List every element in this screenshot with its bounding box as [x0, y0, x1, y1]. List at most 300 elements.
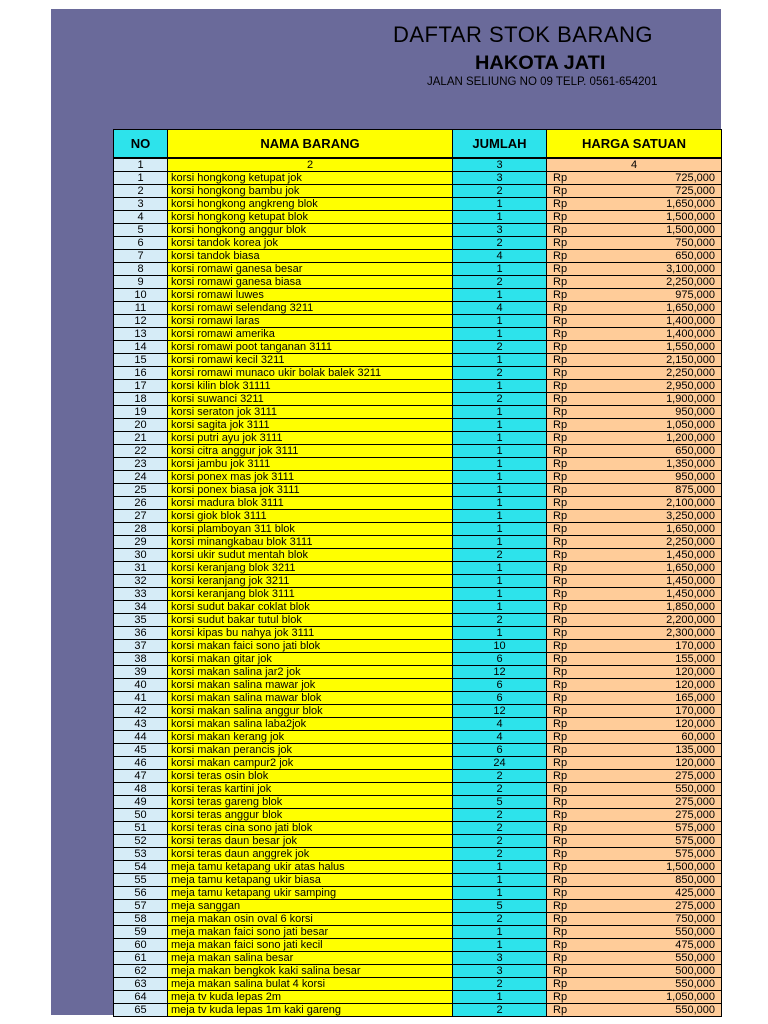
row-nama-barang: meja tv kuda lepas 1m kaki gareng [168, 1004, 453, 1017]
row-currency: Rp [547, 640, 592, 653]
row-jumlah: 6 [453, 692, 547, 705]
row-no: 1 [114, 172, 168, 185]
table-row [114, 731, 722, 744]
row-nama-barang: korsi makan perancis jok [168, 744, 453, 757]
row-harga: 155,000 [592, 653, 722, 666]
row-currency: Rp [547, 913, 592, 926]
table-row [114, 237, 722, 250]
row-no: 45 [114, 744, 168, 757]
row-nama-barang: korsi plamboyan 311 blok [168, 523, 453, 536]
row-nama-barang: korsi romawi laras [168, 315, 453, 328]
row-jumlah: 2 [453, 770, 547, 783]
row-harga: 2,100,000 [592, 497, 722, 510]
row-currency: Rp [547, 627, 592, 640]
row-jumlah: 1 [453, 536, 547, 549]
table-row [114, 419, 722, 432]
row-nama-barang: meja makan osin oval 6 korsi [168, 913, 453, 926]
row-no: 24 [114, 471, 168, 484]
table-row [114, 211, 722, 224]
row-nama-barang: meja tamu ketapang ukir atas halus [168, 861, 453, 874]
row-harga: 2,300,000 [592, 627, 722, 640]
row-nama-barang: korsi jambu jok 3111 [168, 458, 453, 471]
row-harga: 170,000 [592, 640, 722, 653]
row-harga: 60,000 [592, 731, 722, 744]
row-nama-barang: korsi teras daun anggrek jok [168, 848, 453, 861]
row-no: 48 [114, 783, 168, 796]
row-harga: 550,000 [592, 783, 722, 796]
table-row [114, 198, 722, 211]
row-no: 17 [114, 380, 168, 393]
row-harga: 550,000 [592, 1004, 722, 1017]
row-harga: 1,050,000 [592, 991, 722, 1004]
row-harga: 1,500,000 [592, 224, 722, 237]
row-currency: Rp [547, 822, 592, 835]
row-jumlah: 1 [453, 432, 547, 445]
table-row [114, 991, 722, 1004]
row-jumlah: 1 [453, 263, 547, 276]
row-harga: 1,500,000 [592, 861, 722, 874]
row-no: 29 [114, 536, 168, 549]
row-nama-barang: korsi tandok biasa [168, 250, 453, 263]
row-harga: 1,850,000 [592, 601, 722, 614]
row-nama-barang: korsi keranjang blok 3111 [168, 588, 453, 601]
row-no: 47 [114, 770, 168, 783]
row-currency: Rp [547, 562, 592, 575]
row-no: 59 [114, 926, 168, 939]
row-currency: Rp [547, 679, 592, 692]
row-harga: 1,450,000 [592, 575, 722, 588]
row-nama-barang: korsi makan campur2 jok [168, 757, 453, 770]
row-jumlah: 1 [453, 588, 547, 601]
row-currency: Rp [547, 588, 592, 601]
row-jumlah: 4 [453, 250, 547, 263]
row-jumlah: 24 [453, 757, 547, 770]
table-row [114, 484, 722, 497]
row-nama-barang: meja makan faici sono jati kecil [168, 939, 453, 952]
row-jumlah: 4 [453, 302, 547, 315]
row-currency: Rp [547, 328, 592, 341]
row-jumlah: 4 [453, 731, 547, 744]
row-currency: Rp [547, 575, 592, 588]
row-no: 39 [114, 666, 168, 679]
table-row [114, 432, 722, 445]
row-nama-barang: korsi makan salina anggur blok [168, 705, 453, 718]
table-row [114, 289, 722, 302]
table-row [114, 835, 722, 848]
table-row [114, 874, 722, 887]
row-currency: Rp [547, 666, 592, 679]
row-harga: 120,000 [592, 679, 722, 692]
row-no: 25 [114, 484, 168, 497]
row-nama-barang: meja makan bengkok kaki salina besar [168, 965, 453, 978]
row-harga: 1,200,000 [592, 432, 722, 445]
table-row [114, 783, 722, 796]
row-jumlah: 6 [453, 744, 547, 757]
row-no: 46 [114, 757, 168, 770]
row-harga: 750,000 [592, 237, 722, 250]
row-nama-barang: korsi romawi ganesa biasa [168, 276, 453, 289]
row-harga: 165,000 [592, 692, 722, 705]
row-no: 26 [114, 497, 168, 510]
row-currency: Rp [547, 484, 592, 497]
row-no: 12 [114, 315, 168, 328]
row-harga: 575,000 [592, 822, 722, 835]
row-no: 64 [114, 991, 168, 1004]
row-harga: 475,000 [592, 939, 722, 952]
row-currency: Rp [547, 263, 592, 276]
row-jumlah: 1 [453, 510, 547, 523]
row-jumlah: 1 [453, 419, 547, 432]
table-row [114, 315, 722, 328]
row-jumlah: 1 [453, 328, 547, 341]
row-harga: 3,250,000 [592, 510, 722, 523]
row-currency: Rp [547, 341, 592, 354]
row-nama-barang: korsi hongkong ketupat jok [168, 172, 453, 185]
row-no: 49 [114, 796, 168, 809]
table-row [114, 952, 722, 965]
row-jumlah: 1 [453, 484, 547, 497]
row-jumlah: 3 [453, 172, 547, 185]
table-row [114, 276, 722, 289]
row-currency: Rp [547, 809, 592, 822]
row-no: 51 [114, 822, 168, 835]
row-jumlah: 1 [453, 458, 547, 471]
table-row [114, 471, 722, 484]
row-no: 55 [114, 874, 168, 887]
row-no: 61 [114, 952, 168, 965]
row-harga: 575,000 [592, 835, 722, 848]
row-harga: 975,000 [592, 289, 722, 302]
row-nama-barang: korsi makan kerang jok [168, 731, 453, 744]
row-harga: 275,000 [592, 809, 722, 822]
table-row [114, 653, 722, 666]
row-currency: Rp [547, 796, 592, 809]
row-nama-barang: meja sanggan [168, 900, 453, 913]
table-row [114, 575, 722, 588]
table-row [114, 705, 722, 718]
table-row [114, 549, 722, 562]
row-no: 60 [114, 939, 168, 952]
row-no: 19 [114, 406, 168, 419]
table-row [114, 913, 722, 926]
row-no: 50 [114, 809, 168, 822]
table-row [114, 458, 722, 471]
row-nama-barang: korsi hongkong angkreng blok [168, 198, 453, 211]
row-nama-barang: korsi romawi kecil 3211 [168, 354, 453, 367]
row-no: 23 [114, 458, 168, 471]
table-row [114, 185, 722, 198]
row-currency: Rp [547, 536, 592, 549]
row-currency: Rp [547, 861, 592, 874]
table-row [114, 380, 722, 393]
row-nama-barang: korsi romawi munaco ukir bolak balek 3211 [168, 367, 453, 380]
row-jumlah: 5 [453, 900, 547, 913]
row-harga: 2,950,000 [592, 380, 722, 393]
row-jumlah: 3 [453, 952, 547, 965]
row-currency: Rp [547, 458, 592, 471]
index-cell: 3 [453, 159, 547, 172]
row-currency: Rp [547, 835, 592, 848]
row-currency: Rp [547, 731, 592, 744]
table-row [114, 640, 722, 653]
table-row [114, 627, 722, 640]
row-currency: Rp [547, 549, 592, 562]
row-currency: Rp [547, 276, 592, 289]
row-nama-barang: meja makan faici sono jati besar [168, 926, 453, 939]
row-harga: 575,000 [592, 848, 722, 861]
row-no: 44 [114, 731, 168, 744]
row-currency: Rp [547, 224, 592, 237]
row-jumlah: 1 [453, 406, 547, 419]
row-harga: 1,650,000 [592, 562, 722, 575]
row-jumlah: 3 [453, 224, 547, 237]
row-no: 33 [114, 588, 168, 601]
row-no: 38 [114, 653, 168, 666]
row-currency: Rp [547, 354, 592, 367]
row-no: 40 [114, 679, 168, 692]
row-jumlah: 2 [453, 614, 547, 627]
row-nama-barang: meja makan salina besar [168, 952, 453, 965]
row-currency: Rp [547, 744, 592, 757]
row-nama-barang: korsi ukir sudut mentah blok [168, 549, 453, 562]
row-nama-barang: korsi hongkong bambu jok [168, 185, 453, 198]
column-index-row [114, 159, 722, 172]
row-jumlah: 1 [453, 601, 547, 614]
row-jumlah: 1 [453, 380, 547, 393]
row-currency: Rp [547, 471, 592, 484]
row-currency: Rp [547, 939, 592, 952]
row-jumlah: 6 [453, 653, 547, 666]
row-jumlah: 6 [453, 679, 547, 692]
table-row [114, 302, 722, 315]
row-no: 58 [114, 913, 168, 926]
row-currency: Rp [547, 250, 592, 263]
row-no: 6 [114, 237, 168, 250]
index-cell: 1 [114, 159, 168, 172]
row-harga: 3,100,000 [592, 263, 722, 276]
row-currency: Rp [547, 419, 592, 432]
stock-table [113, 158, 722, 1017]
table-row [114, 263, 722, 276]
table-row [114, 887, 722, 900]
table-row [114, 848, 722, 861]
row-harga: 650,000 [592, 250, 722, 263]
row-no: 54 [114, 861, 168, 874]
row-jumlah: 1 [453, 926, 547, 939]
row-nama-barang: korsi minangkabau blok 3111 [168, 536, 453, 549]
row-jumlah: 2 [453, 367, 547, 380]
row-no: 36 [114, 627, 168, 640]
table-row [114, 328, 722, 341]
row-no: 31 [114, 562, 168, 575]
row-harga: 750,000 [592, 913, 722, 926]
row-nama-barang: korsi makan salina laba2jok [168, 718, 453, 731]
row-nama-barang: korsi teras osin blok [168, 770, 453, 783]
row-jumlah: 10 [453, 640, 547, 653]
row-currency: Rp [547, 965, 592, 978]
row-jumlah: 1 [453, 874, 547, 887]
table-row [114, 744, 722, 757]
row-harga: 275,000 [592, 770, 722, 783]
table-row [114, 770, 722, 783]
row-no: 27 [114, 510, 168, 523]
row-currency: Rp [547, 445, 592, 458]
table-row [114, 224, 722, 237]
row-nama-barang: korsi romawi ganesa besar [168, 263, 453, 276]
row-nama-barang: korsi kipas bu nahya jok 3111 [168, 627, 453, 640]
row-currency: Rp [547, 510, 592, 523]
row-nama-barang: korsi putri ayu jok 3111 [168, 432, 453, 445]
row-harga: 550,000 [592, 926, 722, 939]
row-no: 63 [114, 978, 168, 991]
row-nama-barang: korsi suwanci 3211 [168, 393, 453, 406]
row-nama-barang: korsi makan salina mawar blok [168, 692, 453, 705]
row-no: 11 [114, 302, 168, 315]
table-row [114, 393, 722, 406]
row-no: 57 [114, 900, 168, 913]
row-no: 52 [114, 835, 168, 848]
row-currency: Rp [547, 848, 592, 861]
row-currency: Rp [547, 991, 592, 1004]
table-row [114, 497, 722, 510]
row-no: 34 [114, 601, 168, 614]
column-header-row [113, 129, 722, 158]
row-harga: 1,050,000 [592, 419, 722, 432]
row-no: 20 [114, 419, 168, 432]
row-nama-barang: korsi citra anggur jok 3111 [168, 445, 453, 458]
row-no: 4 [114, 211, 168, 224]
row-harga: 1,500,000 [592, 211, 722, 224]
row-nama-barang: korsi makan faici sono jati blok [168, 640, 453, 653]
row-currency: Rp [547, 1004, 592, 1017]
table-row [114, 523, 722, 536]
table-row [114, 757, 722, 770]
row-no: 5 [114, 224, 168, 237]
row-currency: Rp [547, 237, 592, 250]
row-no: 42 [114, 705, 168, 718]
table-row [114, 367, 722, 380]
table-row [114, 562, 722, 575]
row-no: 53 [114, 848, 168, 861]
row-harga: 425,000 [592, 887, 722, 900]
table-row [114, 406, 722, 419]
row-nama-barang: meja tamu ketapang ukir samping [168, 887, 453, 900]
row-currency: Rp [547, 887, 592, 900]
row-harga: 120,000 [592, 666, 722, 679]
table-row [114, 809, 722, 822]
header-nama-barang: NAMA BARANG [168, 130, 453, 158]
row-jumlah: 2 [453, 913, 547, 926]
row-no: 21 [114, 432, 168, 445]
table-row [114, 250, 722, 263]
row-jumlah: 1 [453, 887, 547, 900]
row-currency: Rp [547, 198, 592, 211]
row-jumlah: 2 [453, 1004, 547, 1017]
row-currency: Rp [547, 874, 592, 887]
row-harga: 1,400,000 [592, 328, 722, 341]
row-nama-barang: korsi kilin blok 31111 [168, 380, 453, 393]
row-currency: Rp [547, 289, 592, 302]
row-nama-barang: korsi tandok korea jok [168, 237, 453, 250]
row-nama-barang: korsi giok blok 3111 [168, 510, 453, 523]
company-address: JALAN SELIUNG NO 09 TELP. 0561-654201 [427, 76, 658, 88]
table-row [114, 978, 722, 991]
row-currency: Rp [547, 783, 592, 796]
row-harga: 170,000 [592, 705, 722, 718]
row-nama-barang: korsi makan salina jar2 jok [168, 666, 453, 679]
row-currency: Rp [547, 380, 592, 393]
row-nama-barang: korsi hongkong anggur blok [168, 224, 453, 237]
row-nama-barang: korsi makan gitar jok [168, 653, 453, 666]
row-harga: 135,000 [592, 744, 722, 757]
row-currency: Rp [547, 523, 592, 536]
row-jumlah: 1 [453, 861, 547, 874]
row-jumlah: 1 [453, 211, 547, 224]
row-no: 10 [114, 289, 168, 302]
company-name: HAKOTA JATI [475, 53, 606, 74]
table-row [114, 926, 722, 939]
row-no: 65 [114, 1004, 168, 1017]
row-harga: 2,250,000 [592, 536, 722, 549]
table-row [114, 900, 722, 913]
row-jumlah: 1 [453, 198, 547, 211]
page-title: DAFTAR STOK BARANG [393, 22, 654, 47]
row-harga: 1,650,000 [592, 523, 722, 536]
row-nama-barang: korsi romawi amerika [168, 328, 453, 341]
row-nama-barang: korsi sudut bakar coklat blok [168, 601, 453, 614]
row-harga: 2,150,000 [592, 354, 722, 367]
row-harga: 1,450,000 [592, 588, 722, 601]
row-currency: Rp [547, 172, 592, 185]
row-jumlah: 2 [453, 848, 547, 861]
table-row [114, 822, 722, 835]
row-jumlah: 1 [453, 445, 547, 458]
table-row [114, 601, 722, 614]
row-harga: 650,000 [592, 445, 722, 458]
table-row [114, 510, 722, 523]
row-no: 3 [114, 198, 168, 211]
row-nama-barang: meja tv kuda lepas 2m [168, 991, 453, 1004]
row-jumlah: 2 [453, 835, 547, 848]
row-no: 8 [114, 263, 168, 276]
row-jumlah: 1 [453, 939, 547, 952]
row-harga: 2,200,000 [592, 614, 722, 627]
row-no: 22 [114, 445, 168, 458]
row-nama-barang: korsi romawi selendang 3211 [168, 302, 453, 315]
row-currency: Rp [547, 770, 592, 783]
row-jumlah: 5 [453, 796, 547, 809]
row-currency: Rp [547, 718, 592, 731]
row-harga: 120,000 [592, 718, 722, 731]
row-nama-barang: korsi romawi luwes [168, 289, 453, 302]
row-currency: Rp [547, 406, 592, 419]
row-currency: Rp [547, 978, 592, 991]
row-currency: Rp [547, 211, 592, 224]
row-jumlah: 2 [453, 276, 547, 289]
row-currency: Rp [547, 653, 592, 666]
row-nama-barang: meja makan salina bulat 4 korsi [168, 978, 453, 991]
table-row [114, 172, 722, 185]
row-jumlah: 1 [453, 991, 547, 1004]
row-jumlah: 2 [453, 978, 547, 991]
row-no: 62 [114, 965, 168, 978]
row-nama-barang: korsi romawi poot tanganan 3111 [168, 341, 453, 354]
row-currency: Rp [547, 601, 592, 614]
table-row [114, 939, 722, 952]
row-harga: 2,250,000 [592, 276, 722, 289]
table-row [114, 588, 722, 601]
row-currency: Rp [547, 185, 592, 198]
